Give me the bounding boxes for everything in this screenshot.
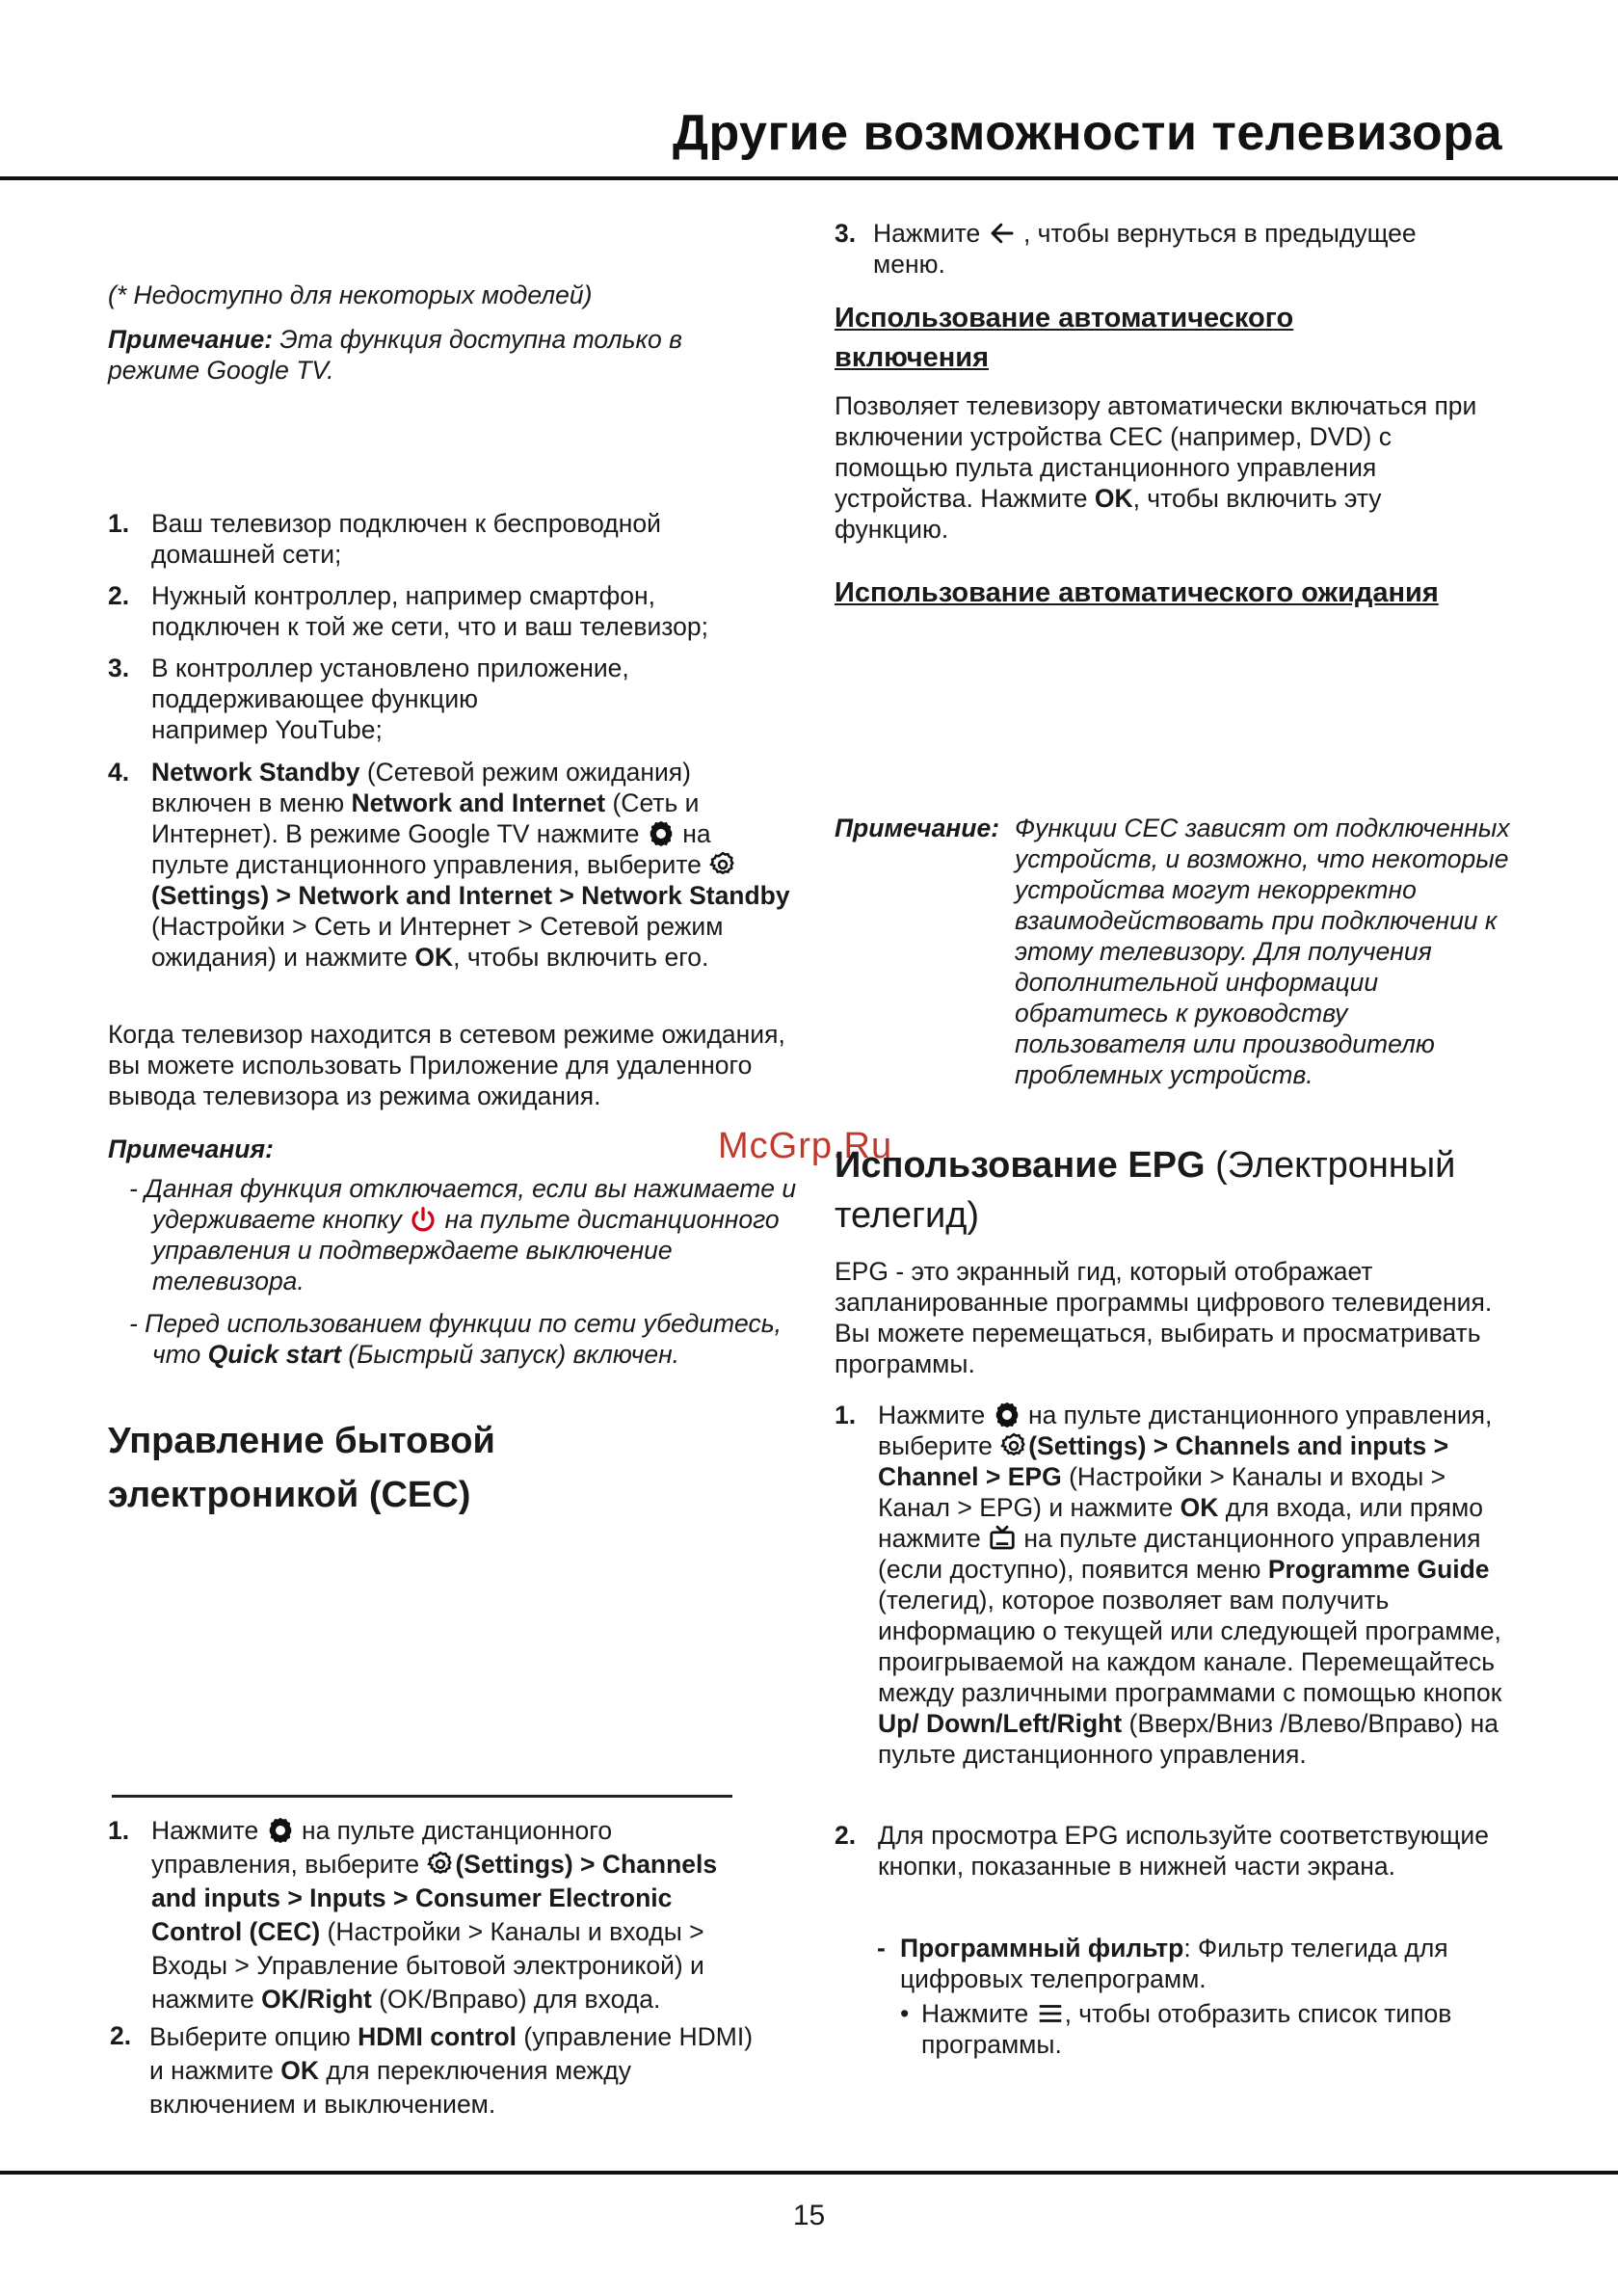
text-run: (Настройки > Каналы и входы > Канал > EPG) и нажмите — [878, 1462, 1446, 1522]
list-item — [108, 714, 725, 745]
bold-term: (Settings) > Channels and inputs > Channel > EPG — [878, 1431, 1449, 1491]
list-number: 2. — [835, 1821, 857, 1850]
list-item — [108, 508, 725, 570]
text-run: , чтобы включить эту функцию. — [835, 484, 1382, 544]
bold-term: Network and Internet — [351, 788, 606, 817]
bullet: • — [900, 1999, 910, 2028]
list-number: 3. — [108, 654, 130, 682]
text-run: Нажмите — [921, 1999, 1036, 2028]
gear-icon — [993, 1401, 1021, 1429]
text-run: для входа, или прямо нажмите — [878, 1493, 1483, 1553]
auto-power-on-text — [835, 390, 1499, 545]
header-rule — [0, 176, 1618, 180]
notes-label: Примечания: — [108, 1135, 274, 1163]
dash: - — [877, 1934, 886, 1962]
bold-term: OK — [1094, 484, 1133, 513]
bold-term: OK — [1180, 1493, 1219, 1522]
text-run: (Вверх/Вниз /Влево/Вправо) на пульте дистанционного управления. — [878, 1709, 1499, 1769]
bold-term: OK — [414, 943, 454, 972]
bold-term: (Settings) > Network and Internet > Network Standby — [151, 881, 790, 910]
list-number: 2. — [110, 2021, 132, 2050]
text-run: Нажмите — [878, 1401, 993, 1429]
google-tv-note — [108, 324, 734, 386]
power-icon — [409, 1205, 438, 1234]
list-item — [108, 580, 763, 642]
list-text: Ваш телевизор подключен к беспроводной домашней сети; — [151, 509, 661, 569]
auto-power-on-heading: Использование автоматического включения — [835, 303, 1294, 373]
epg-heading — [835, 1140, 1509, 1241]
bold-term: Programme Guide — [1267, 1555, 1490, 1584]
epg-step-1 — [835, 1400, 1521, 1770]
text-run: : Фильтр телегида для цифровых телепрограмм. — [900, 1934, 1448, 1993]
cec-note-label: Примечание: — [835, 814, 1000, 842]
list-item — [108, 653, 725, 714]
note-text: Эта функция доступна только в режиме Google TV. — [108, 325, 682, 385]
list-number: 4. — [108, 758, 130, 787]
programme-filter-item — [877, 1933, 1513, 1994]
settings-icon — [999, 1431, 1028, 1460]
text-run: (телегид), которое позволяет вам получить информацию о текущей или следующей программе, проигрываемой на каждом канале. Перемещайтесь между различными программами с помощью кнопок — [878, 1586, 1502, 1707]
guide-icon — [988, 1524, 1017, 1553]
list-item-network-standby — [108, 757, 792, 973]
list-number: 1. — [108, 509, 130, 538]
text-run: на пульте дистанционного управления (если доступно), появится меню — [878, 1524, 1481, 1584]
bold-term: Up/ Down/Left/Right — [878, 1709, 1123, 1738]
text-run: (Быстрый запуск) включен. — [341, 1340, 680, 1369]
bold-term: Quick start — [207, 1340, 342, 1369]
heading-light: (Электронный телегид) — [835, 1145, 1456, 1236]
text-run: (OK/Вправо) для входа. — [371, 1985, 661, 2014]
gear-icon — [647, 819, 676, 848]
list-text: В контроллер установлено приложение, поддерживающее функцию — [151, 654, 629, 713]
text-run: на пульте дистанционного управления, выберите — [151, 819, 711, 879]
cec-note-text: Функции CEC зависят от подключенных устройств, и возможно, что некоторые устройства могут некорректно взаимодействовать при подключении к этому телевизору. Для получения дополнительной информации обратитесь к руководству пользователя или производителю проблемных устройств. — [1015, 814, 1510, 1089]
note-quick-start — [129, 1308, 808, 1370]
text-run: на пульте дистанционного управления, выберите — [151, 1816, 613, 1879]
bold-term: OK — [280, 2056, 319, 2085]
text-run: на пульте дистанционного управления, выберите — [878, 1401, 1493, 1460]
bold-term: Network Standby — [151, 758, 360, 787]
text-run: для переключения между включением и выключением. — [149, 2056, 631, 2119]
cec-step-3 — [835, 218, 1471, 280]
bold-term: (Settings) > Channels and inputs > Inputs > Consumer Electronic Control (CEC) — [151, 1850, 718, 1946]
availability-note: (* Недоступно для некоторых моделей) — [108, 280, 593, 309]
text-run: (управление HDMI) и нажмите — [149, 2022, 754, 2085]
text-run: Выберите опцию — [149, 2022, 358, 2051]
divider — [112, 1795, 732, 1798]
list-number: 1. — [108, 1816, 130, 1845]
epg-step-2 — [835, 1820, 1521, 1882]
cec-step-2 — [110, 2020, 765, 2122]
heading-bold: Использование EPG — [835, 1145, 1206, 1186]
text-run: , чтобы включить его. — [453, 943, 709, 972]
text-run: Позволяет телевизору автоматически включаться при включении устройства CEC (например, DVD) с помощью пульта дистанционного управления устройства. Нажмите — [835, 391, 1477, 513]
bold-term: HDMI control — [358, 2022, 517, 2051]
menu-icon — [1036, 1999, 1065, 2028]
settings-icon — [708, 850, 737, 879]
list-text: например YouTube; — [151, 715, 383, 744]
text-run: (Настройки > Каналы и входы > Входы > Управление бытовой электроникой) и нажмите — [151, 1917, 704, 2014]
list-number: 2. — [108, 581, 130, 610]
bold-term: Программный фильтр — [900, 1934, 1184, 1962]
list-text: Для просмотра EPG используйте соответствующие кнопки, показанные в нижней части экрана. — [878, 1821, 1489, 1881]
page-title: Другие возможности телевизора — [672, 105, 1502, 161]
text-run: (Настройки > Сеть и Интернет > Сетевой режим ожидания) и нажмите — [151, 912, 724, 972]
cec-heading: Управление бытовой электроникой (CEC) — [108, 1421, 495, 1515]
text-run: (Сетевой режим ожидания) включен в меню — [151, 758, 691, 817]
list-number: 1. — [835, 1401, 857, 1429]
list-text: Нужный контроллер, например смартфон, подключен к той же сети, что и ваш телевизор; — [151, 581, 708, 641]
watermark: McGrp.Ru — [718, 1126, 893, 1166]
auto-standby-heading: Использование автоматического ожидания — [835, 577, 1439, 608]
text-run: , чтобы вернуться в предыдущее меню. — [873, 219, 1417, 279]
text-run: Нажмите — [151, 1816, 266, 1845]
text-run: на пульте дистанционного управления и подтверждаете выключение телевизора. — [152, 1205, 780, 1295]
text-run: , чтобы отобразить список типов программы. — [921, 1999, 1452, 2059]
cec-step-1 — [108, 1814, 763, 2016]
text-run: (Сеть и Интернет). В режиме Google TV нажмите — [151, 788, 700, 848]
page-number: 15 — [792, 2200, 826, 2231]
bold-term: OK/Right — [261, 1985, 372, 2014]
text-run: - Перед использованием функции по сети убедитесь, что — [129, 1309, 782, 1369]
gear-icon — [266, 1816, 295, 1845]
text-run: Нажмите — [873, 219, 988, 248]
epg-intro: EPG - это экранный гид, который отображает запланированные программы цифрового телевидения. Вы можете перемещаться, выбирать и просматривать программы. — [835, 1257, 1493, 1378]
note-label: Примечание: — [108, 325, 274, 354]
text-run: - Данная функция отключается, если вы нажимаете и удерживаете кнопку — [129, 1174, 797, 1234]
footer-rule — [0, 2171, 1618, 2175]
programme-filter-bullet — [900, 1998, 1517, 2060]
standby-paragraph: Когда телевизор находится в сетевом режиме ожидания, вы можете использовать Приложение для удаленного вывода телевизора из режима ожидания. — [108, 1020, 785, 1110]
list-number: 3. — [835, 219, 857, 248]
note-power — [129, 1173, 808, 1296]
settings-icon — [426, 1850, 455, 1879]
back-arrow-icon — [988, 219, 1017, 248]
